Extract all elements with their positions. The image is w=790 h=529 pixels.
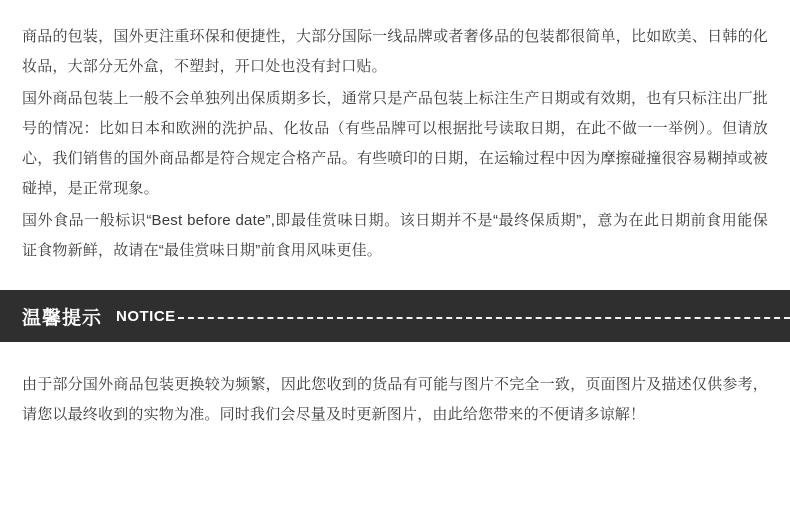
paragraph-shelf-life: 国外商品包装上一般不会单独列出保质期多长，通常只是产品包装上标注生产日期或有效期，也有只标注出厂批号的情况：比如日本和欧洲的洗护品、化妆品（有些品牌可以根据批号读取日期，在此不做一一举例）。但请放心，我们销售的国外商品都是符合规定合格产品。有些喷印的日期，在运输过程中因为摩擦碰撞很容易糊掉或被碰掉，是正常现象。 [22, 90, 768, 197]
paragraph-packaging: 商品的包装，国外更注重环保和便捷性，大部分国际一线品牌或者奢侈品的包装都很简单，比如欧美、日韩的化妆品，大部分无外盒，不塑封，开口处也没有封口贴。 [22, 28, 768, 75]
bottom-text-section [0, 342, 790, 430]
notice-title-en: NOTICE [116, 307, 176, 325]
dashed-divider [178, 317, 790, 320]
paragraph-best-before: 国外食品一般标识“Best before date”,即最佳赏味日期。该日期并不是“最终保质期”，意为在此日期前食用能保证食物新鲜，故请在“最佳赏味日期”前食用风味更佳。 [22, 212, 768, 259]
notice-banner [0, 290, 790, 342]
paragraph-disclaimer: 由于部分国外商品包装更换较为频繁，因此您收到的货品有可能与图片不完全一致，页面图片及描述仅供参考，请您以最终收到的实物为准。同时我们会尽量及时更新图片，由此给您带来的不便请多谅解！ [22, 376, 768, 423]
notice-title-cn: 温馨提示 [22, 307, 103, 329]
